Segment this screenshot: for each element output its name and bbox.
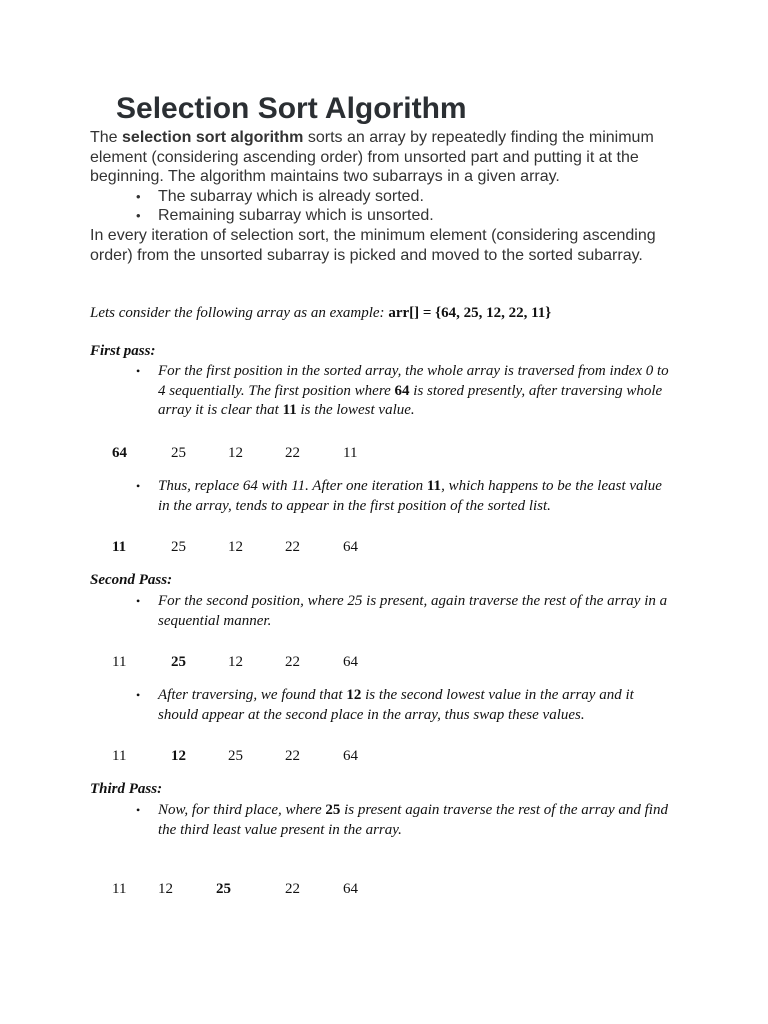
example-lead: Lets consider the following array as an example:	[90, 305, 389, 321]
bullet-dot: •	[136, 479, 141, 493]
iteration-paragraph: In every iteration of selection sort, the minimum element (considering ascending order) from the unsorted subarray is picked and moved to the sorted subarray.	[90, 226, 656, 264]
third-pass-heading: Third Pass:	[90, 781, 163, 797]
array-cell: 12	[228, 445, 243, 461]
array-cell: 11	[112, 881, 127, 897]
array-cell: 64	[343, 881, 358, 897]
first-pass-heading: First pass:	[90, 343, 156, 359]
second-pass-bullet-1: • For the second position, where 25 is present, again traverse the rest of the array in a sequential manner.	[136, 593, 668, 629]
first-pass-bullet-1: • For the first position in the sorted array, the whole array is traversed from index 0 to 4 sequentially. The first position where 64 is stored presently, after traversing whole array it is clear that 11 is the lowest value.	[136, 363, 669, 418]
intro-text-rest: sorts an array by repeatedly finding the minimum element (considering ascending order) from unsorted part and putting it at the beginning. The algorithm maintains two subarrays in a given array.	[90, 129, 654, 186]
subarray-list	[90, 187, 690, 226]
intro-text-start: The	[90, 129, 123, 146]
array-cell: 22	[285, 654, 300, 670]
array-cell: 12	[228, 654, 243, 670]
array-cell: 64	[343, 748, 358, 764]
array-cell: 22	[285, 748, 300, 764]
array-cell: 25	[171, 539, 186, 555]
third-pass-bullet-1: • Now, for third place, where 25 is present again traverse the rest of the array and find the third least value present in the array.	[136, 802, 668, 838]
array-cell: 11	[112, 748, 127, 764]
array-cell: 22	[285, 881, 300, 897]
array-cell: 25	[228, 748, 243, 764]
array-cell: 25	[216, 881, 231, 897]
page-title: Selection Sort Algorithm	[116, 92, 467, 125]
intro-paragraph	[90, 128, 690, 187]
example-array: arr[] = {64, 25, 12, 22, 11}	[388, 305, 552, 321]
second-pass-bullet-2: • After traversing, we found that 12 is the second lowest value in the array and it should appear at the second place in the array, thus swap these values.	[136, 687, 634, 723]
array-cell: 11	[112, 539, 127, 555]
array-cell: 64	[343, 654, 358, 670]
array-cell: 11	[112, 654, 127, 670]
array-cell: 12	[228, 539, 243, 555]
array-cell: 64	[112, 445, 127, 461]
array-cell: 12	[171, 748, 186, 764]
array-cell: 64	[343, 539, 358, 555]
array-cell: 12	[158, 881, 173, 897]
second-pass-heading: Second Pass:	[90, 572, 173, 588]
bullet-dot: •	[136, 594, 141, 608]
subarray-item-unsorted: • Remaining subarray which is unsorted.	[90, 206, 690, 226]
array-cell: 25	[171, 654, 186, 670]
array-cell: 22	[285, 445, 300, 461]
intro-bold-term: selection sort algorithm	[122, 129, 304, 146]
subarray-item-sorted: • The subarray which is already sorted.	[90, 187, 690, 207]
bullet-dot: •	[136, 688, 141, 702]
array-cell: 11	[343, 445, 358, 461]
array-cell: 25	[171, 445, 186, 461]
array-cell: 22	[285, 539, 300, 555]
bullet-dot: •	[136, 364, 141, 378]
intro-section	[90, 128, 690, 265]
first-pass-bullet-2: • Thus, replace 64 with 11. After one iteration 11, which happens to be the least value in the array, tends to appear in the first position of the sorted list.	[136, 478, 662, 514]
example-line	[90, 305, 551, 322]
bullet-dot: •	[136, 803, 141, 817]
